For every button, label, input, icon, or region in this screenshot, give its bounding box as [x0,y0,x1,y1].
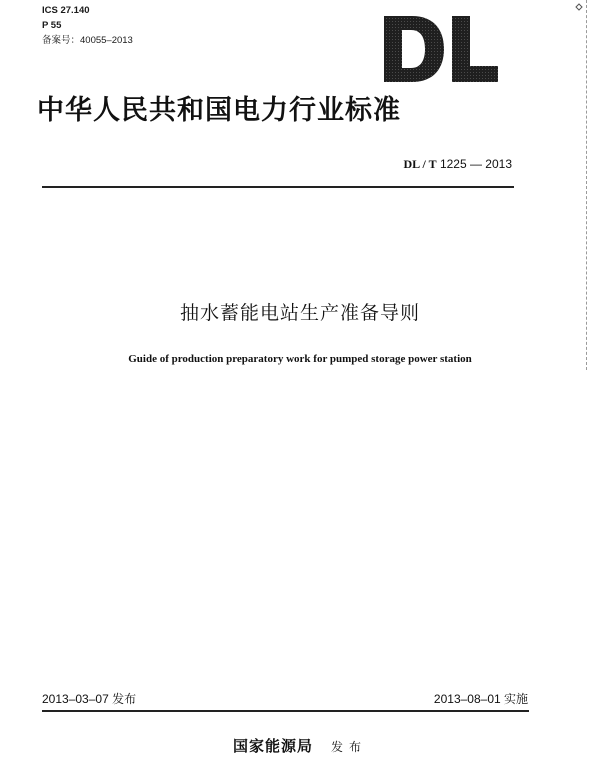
standard-number [403,157,512,172]
ics-code: ICS 27.140 [42,5,90,16]
classification-meta [42,3,133,48]
document-title-english: Guide of production preparatory work for pumped storage power station [128,353,472,365]
standard-number-value: 1225 — 2013 [439,157,512,171]
document-title-chinese: 抽水蓄能电站生产准备导则 [179,302,420,324]
scan-corner-mark-icon [575,3,583,11]
issue-date: 2013–03–07 发布 [42,692,137,706]
bottom-divider [42,710,529,712]
standard-code: DL / T [403,157,437,171]
issuer [0,735,600,756]
top-divider [42,186,514,188]
classification-code: P 55 [42,20,62,31]
issuer-action: 发布 [331,740,368,754]
record-number: 备案号：40055–2013 [42,35,133,46]
dl-logo-icon [382,14,500,84]
industry-standard-title: 中华人民共和国电力行业标准 [37,95,401,126]
effective-date: 2013–08–01 实施 [433,692,528,706]
issuer-name: 国家能源局 [232,737,313,755]
